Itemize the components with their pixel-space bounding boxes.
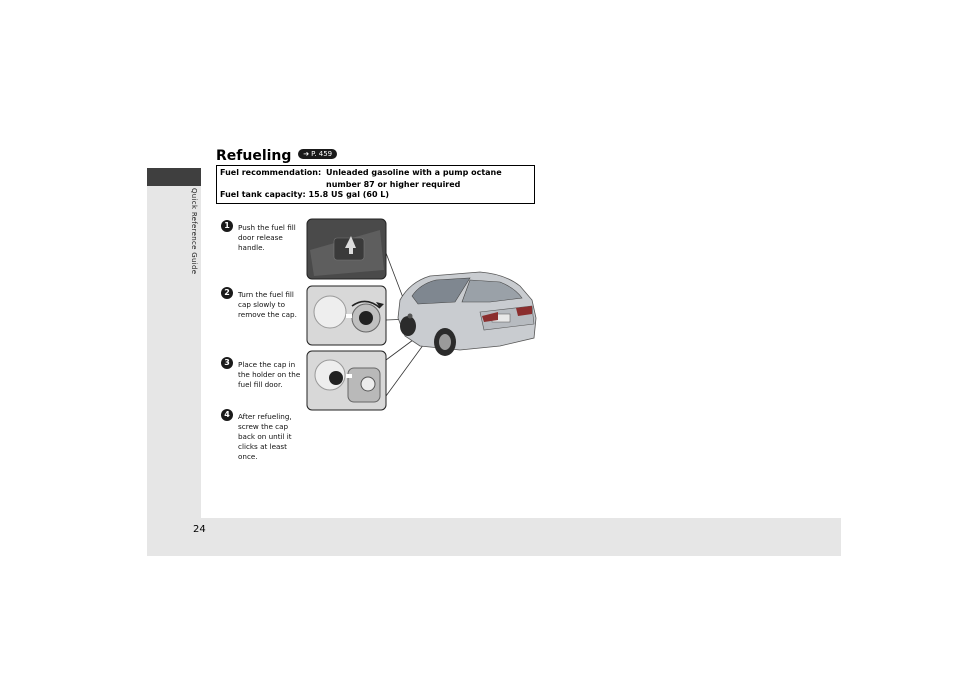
car-icon	[398, 272, 536, 356]
section-tab[interactable]	[147, 168, 201, 186]
footer-bar	[147, 518, 841, 556]
step-number-2: 2	[221, 287, 233, 299]
step-number-1: 1	[221, 220, 233, 232]
photo-cap-holder	[307, 351, 386, 410]
fuel-capacity: Fuel tank capacity: 15.8 US gal (60 L)	[220, 190, 390, 199]
photo-release-handle	[307, 219, 386, 279]
refueling-illustration	[300, 215, 540, 415]
step-text-1: Push the fuel fill door release handle.	[238, 223, 296, 252]
arrow-icon: ➔	[303, 150, 310, 158]
step-number-3: 3	[221, 357, 233, 369]
spec-box	[216, 165, 535, 204]
title-text: Refueling	[216, 148, 292, 164]
page-reference-link[interactable]	[298, 149, 337, 159]
side-label: Quick Reference Guide	[190, 188, 198, 275]
page-number: 24	[193, 524, 206, 535]
step-text-2: Turn the fuel fill cap slowly to remove the cap.	[238, 290, 297, 319]
step-text-4: After refueling, screw the cap back on until it clicks at least once.	[238, 412, 292, 461]
step-number-4: 4	[221, 409, 233, 421]
page-title	[216, 148, 337, 164]
photo-remove-cap	[307, 286, 386, 345]
step-text-3: Place the cap in the holder on the fuel fill door.	[238, 360, 301, 389]
fuel-label: Fuel recommendation:	[220, 168, 322, 177]
page-ref-text: P. 459	[311, 150, 333, 158]
fuel-value: Unleaded gasoline with a pump octane number 87 or higher required	[326, 168, 502, 189]
